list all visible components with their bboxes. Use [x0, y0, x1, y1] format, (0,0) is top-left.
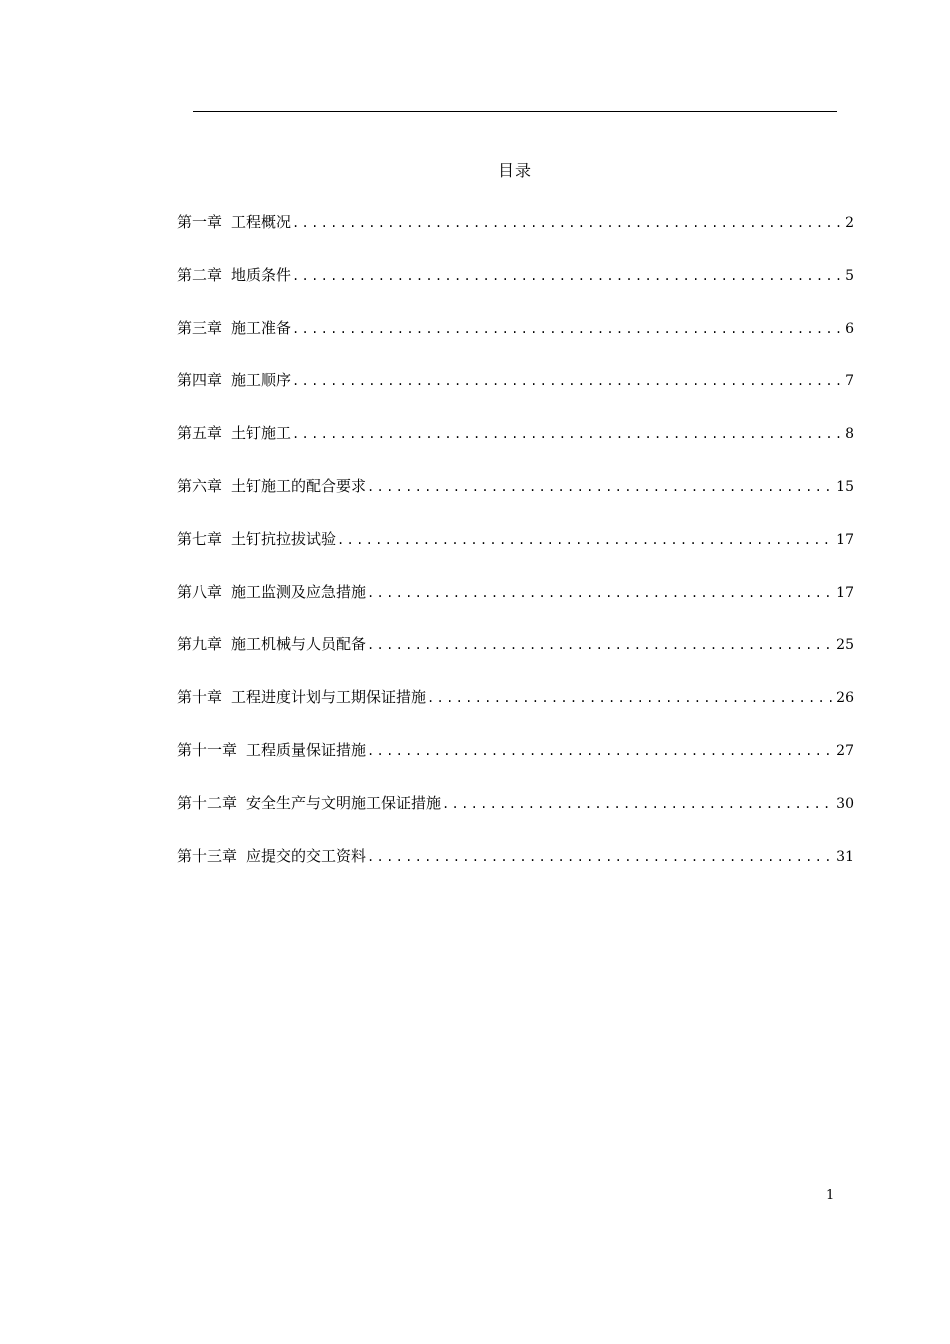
toc-page-number: 30 — [836, 795, 854, 812]
toc-heading: 安全生产与文明施工保证措施 — [246, 793, 442, 812]
toc-dot-leader — [442, 794, 834, 814]
toc-heading: 施工准备 — [231, 318, 292, 337]
page-number: 1 — [826, 1188, 835, 1203]
toc-entry[interactable] — [177, 370, 854, 390]
toc-page-number: 8 — [845, 426, 854, 443]
toc-dot-leader — [427, 688, 834, 708]
toc-page-number: 17 — [836, 584, 854, 601]
toc-chapter-number: 第八章 — [177, 582, 223, 601]
toc-chapter-number: 第十三章 — [177, 846, 238, 865]
toc-heading: 土钉抗拉拔试验 — [231, 529, 337, 548]
toc-dot-leader — [292, 371, 843, 391]
toc-page-number: 17 — [836, 531, 854, 548]
toc-heading: 工程概况 — [231, 213, 292, 231]
toc-chapter-number: 第四章 — [177, 371, 223, 390]
toc-chapter-number: 第七章 — [177, 529, 223, 548]
toc-dot-leader — [367, 847, 834, 867]
toc-entry[interactable] — [177, 318, 854, 338]
toc-entry[interactable] — [177, 846, 854, 866]
toc-entry[interactable] — [177, 265, 854, 285]
toc-page-number: 25 — [836, 637, 854, 654]
toc-page-number: 15 — [836, 478, 854, 495]
toc-entry[interactable] — [177, 529, 854, 549]
toc-heading: 施工顺序 — [231, 371, 292, 390]
toc-entry[interactable] — [177, 476, 854, 496]
toc-dot-leader — [292, 424, 843, 444]
toc-chapter-number: 第十一章 — [177, 740, 238, 759]
toc-entry[interactable] — [177, 793, 854, 813]
toc-heading: 工程质量保证措施 — [246, 740, 367, 759]
toc-entry[interactable] — [177, 634, 854, 654]
toc-heading: 地质条件 — [231, 265, 292, 284]
toc-page-number: 2 — [845, 215, 854, 231]
toc-title: 目录 — [497, 161, 532, 180]
toc-entry[interactable] — [177, 687, 854, 707]
toc-page-number: 6 — [845, 320, 854, 337]
toc-heading: 施工机械与人员配备 — [231, 635, 367, 654]
toc-entry[interactable] — [177, 423, 854, 443]
toc-entry[interactable] — [177, 740, 854, 760]
toc-dot-leader — [337, 530, 834, 550]
toc-heading: 应提交的交工资料 — [246, 846, 367, 865]
toc-heading: 土钉施工的配合要求 — [231, 476, 367, 495]
toc-dot-leader — [292, 319, 843, 339]
toc-page-number: 26 — [836, 690, 854, 707]
toc-entry[interactable] — [177, 582, 854, 602]
toc-chapter-number: 第九章 — [177, 635, 223, 654]
toc-chapter-number: 第五章 — [177, 424, 223, 443]
toc-heading: 施工监测及应急措施 — [231, 582, 367, 601]
toc-dot-leader — [367, 583, 834, 603]
toc-chapter-number: 第六章 — [177, 476, 223, 495]
toc-entry[interactable] — [177, 212, 854, 232]
toc-chapter-number: 第十二章 — [177, 793, 238, 812]
toc-heading: 工程进度计划与工期保证措施 — [231, 688, 427, 707]
toc-page-number: 27 — [836, 742, 854, 759]
toc-heading: 土钉施工 — [231, 424, 292, 443]
table-of-contents — [177, 212, 854, 898]
header-rule — [193, 111, 837, 112]
toc-dot-leader — [292, 266, 843, 286]
toc-chapter-number: 第十章 — [177, 688, 223, 707]
toc-chapter-number: 第二章 — [177, 265, 223, 284]
toc-page-number: 7 — [845, 373, 854, 390]
toc-page-number: 5 — [845, 267, 854, 284]
toc-dot-leader — [367, 477, 834, 497]
toc-chapter-number: 第一章 — [177, 213, 223, 231]
toc-page-number: 31 — [836, 848, 854, 865]
toc-dot-leader — [367, 741, 834, 761]
toc-dot-leader — [292, 213, 843, 233]
toc-dot-leader — [367, 635, 834, 655]
toc-chapter-number: 第三章 — [177, 318, 223, 337]
